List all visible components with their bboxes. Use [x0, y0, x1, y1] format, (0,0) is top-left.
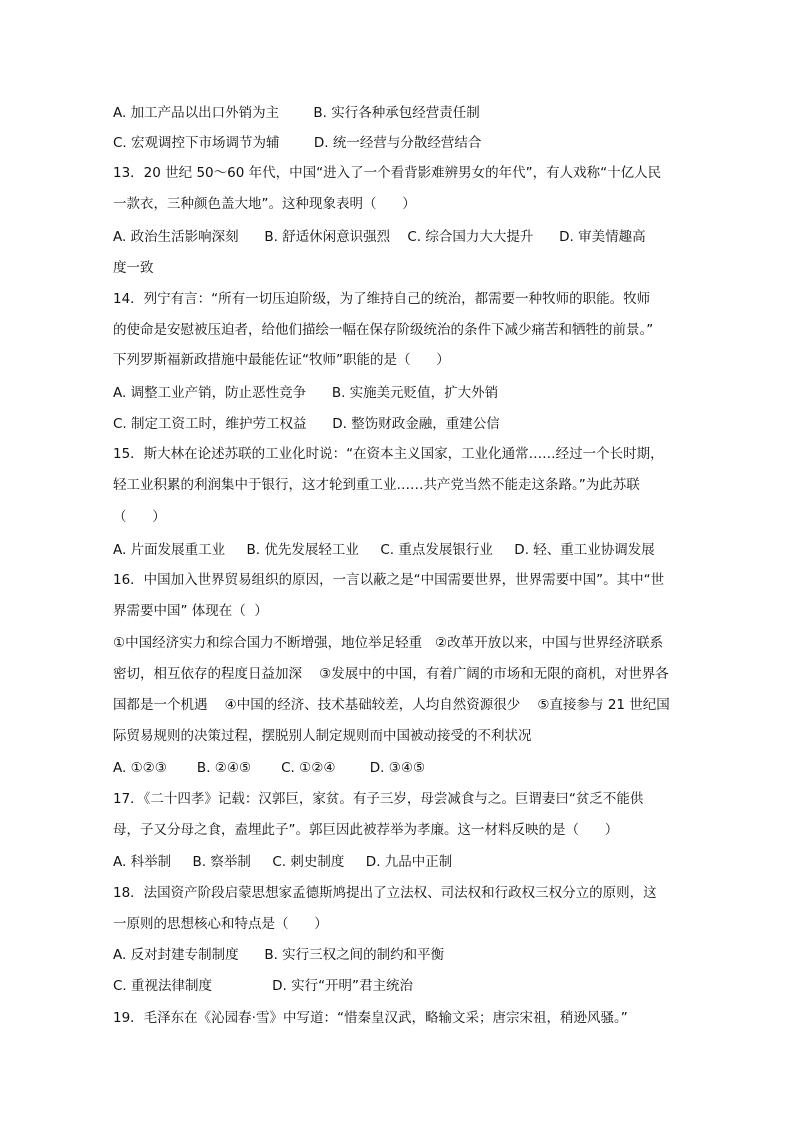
q15-stem-line-3: （ ）	[113, 509, 166, 525]
q16-stem-line-2: 界需要中国” 体现在（ ）	[113, 603, 268, 619]
q16-options-line-1: A. ①②③ B. ②④⑤ C. ①②④ D. ③④⑤	[113, 760, 426, 776]
q12-options-line-1: A. 加工产品以出口外销为主 B. 实行各种承包经营责任制	[113, 105, 480, 121]
q12-options-line-2: C. 宏观调控下市场调节为辅 D. 统一经营与分散经营结合	[113, 135, 482, 151]
q14-stem-line-3: 下列罗斯福新政措施中最能佐证“牧师”职能的是（ ）	[113, 352, 450, 368]
q17-options-line-1: A. 科举制 B. 察举制 C. 刺史制度 D. 九品中正制	[113, 854, 453, 870]
q18-stem-line-2: 一原则的思想核心和特点是（ ）	[113, 916, 328, 932]
q14-stem-line-2: 的使命是安慰被压迫者，给他们描绘一幅在保存阶级统治的条件下减少痛苦和牺牲的前景。”	[113, 322, 654, 338]
q13-stem-line-1: 13．20 世纪 50～60 年代，中国“进入了一个看背影难辨男女的年代”，有人戏称“十亿人民	[113, 165, 662, 181]
q16-body-line-4: 际贸易规则的决策过程，摆脱别人制定规则而中国被动接受的不利状况	[113, 728, 532, 744]
q16-body-line-3: 国都是一个机遇 ④中国的经济、技术基础较差，人均自然资源很少 ⑤直接参与 21 世纪国	[113, 697, 670, 713]
q17-stem-line-2: 母，子又分母之食，盍埋此子”。郭巨因此被荐举为孝廉。这一材料反映的是（ ）	[113, 822, 619, 838]
q16-stem-line-1: 16．中国加入世界贸易组织的原因，一言以蔽之是“中国需要世界，世界需要中国”。其中“世	[113, 572, 665, 588]
q18-options-line-1: A. 反对封建专制制度 B. 实行三权之间的制约和平衡	[113, 947, 445, 963]
q13-options-line-2: 度一致	[113, 260, 154, 276]
q15-options-line-1: A. 片面发展重工业 B. 优先发展轻工业 C. 重点发展银行业 D. 轻、重工业协调发展	[113, 542, 655, 558]
q13-options-line-1: A. 政治生活影响深刻 B. 舒适休闲意识强烈 C. 综合国力大大提升 D. 审美情趣高	[113, 229, 646, 245]
q14-options-line-2: C. 制定工资工时，维护劳工权益 D. 整饬财政金融，重建公信	[113, 416, 500, 432]
q17-stem-line-1: 17．《二十四孝》记载：汉郭巨，家贫。有子三岁，母尝减食与之。巨谓妻曰“贫乏不能供	[113, 791, 644, 807]
q16-body-line-2: 密切，相互依存的程度日益加深 ③发展中的中国，有着广阔的市场和无限的商机，对世界各	[113, 666, 669, 682]
q19-stem-line-1: 19．毛泽东在《沁园春·雪》中写道：“惜秦皇汉武，略输文采；唐宗宋祖，稍逊风骚。”	[113, 1010, 628, 1026]
q15-stem-line-1: 15．斯大林在论述苏联的工业化时说：“在资本主义国家，工业化通常……经过一个长时期，	[113, 446, 664, 462]
q14-stem-line-1: 14．列宁有言：“所有一切压迫阶级，为了维持自己的统治，都需要一种牧师的职能。牧师	[113, 291, 651, 307]
q15-stem-line-2: 轻工业积累的利润集中于银行，这才轮到重工业……共产党当然不能走这条路。”为此苏联	[113, 477, 640, 493]
q13-stem-line-2: 一款衣，三种颜色盖大地”。这种现象表明（ ）	[113, 196, 416, 212]
q16-body-line-1: ①中国经济实力和综合国力不断增强，地位举足轻重 ②改革开放以来，中国与世界经济联系	[113, 635, 664, 651]
q18-stem-line-1: 18．法国资产阶段启蒙思想家孟德斯鸠提出了立法权、司法权和行政权三权分立的原则，这	[113, 885, 657, 901]
q18-options-line-2: C. 重视法律制度 D. 实行“开明”君主统治	[113, 978, 414, 994]
q14-options-line-1: A. 调整工业产销，防止恶性竞争 B. 实施美元贬值，扩大外销	[113, 385, 499, 401]
